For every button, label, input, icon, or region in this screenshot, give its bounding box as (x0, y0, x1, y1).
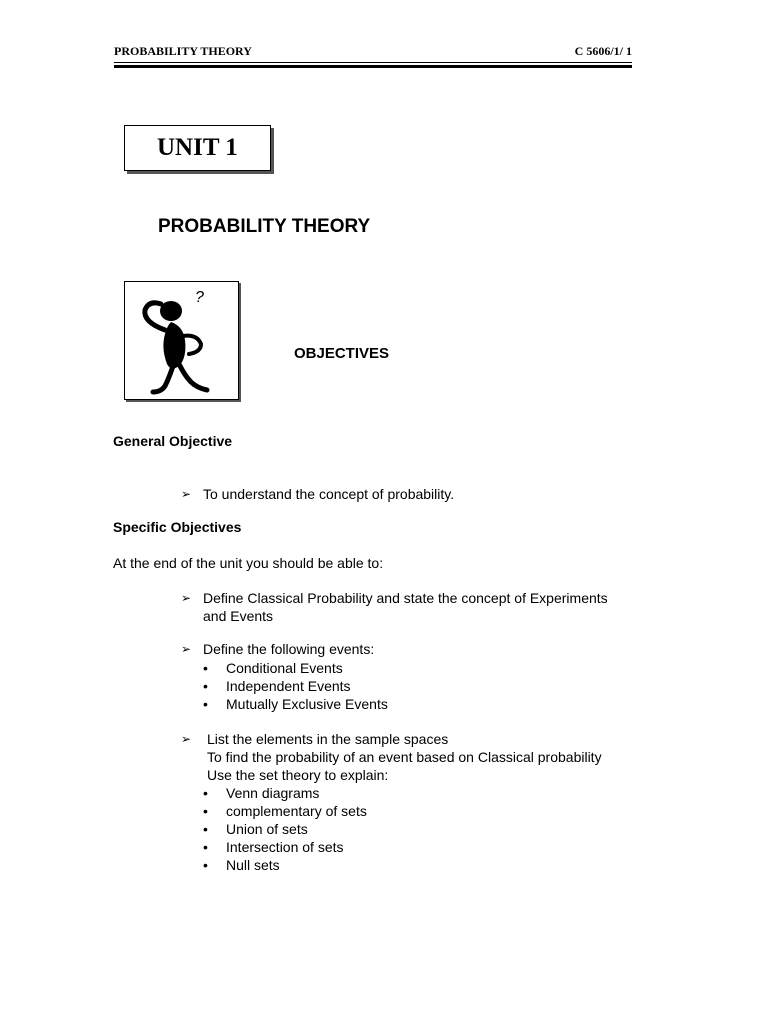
unit-title: PROBABILITY THEORY (158, 216, 371, 237)
header-rule-thick (114, 65, 632, 68)
header-title: PROBABILITY THEORY (114, 44, 252, 58)
list-item: Conditional Events (226, 660, 343, 676)
general-objective-heading: General Objective (113, 433, 233, 449)
bullet-icon: • (203, 821, 208, 837)
thinking-stick-figure-icon (125, 282, 238, 399)
specific-intro: At the end of the unit you should be able to: (113, 555, 384, 571)
illustration-frame (124, 281, 239, 400)
bullet-icon: • (203, 660, 208, 676)
list-item: Mutually Exclusive Events (226, 696, 388, 712)
bullet-icon: • (203, 839, 208, 855)
objective-2-line-1: Define the following events: (203, 641, 375, 657)
objective-3-line-3: Use the set theory to explain: (207, 767, 389, 783)
bullet-icon: • (203, 785, 208, 801)
arrow-bullet-icon: ➢ (181, 591, 192, 605)
question-mark: ? (195, 289, 204, 306)
bullet-icon: • (203, 857, 208, 873)
bullet-icon: • (203, 678, 208, 694)
specific-objectives-heading: Specific Objectives (113, 519, 242, 535)
list-item: Union of sets (226, 821, 308, 837)
list-item: Null sets (226, 857, 280, 873)
arrow-bullet-icon: ➢ (181, 487, 192, 501)
list-item: Independent Events (226, 678, 351, 694)
unit-label-box: UNIT 1 (124, 125, 271, 171)
objective-3-line-1: List the elements in the sample spaces (207, 731, 449, 747)
general-objective-item: To understand the concept of probability. (203, 486, 455, 502)
list-item: Intersection of sets (226, 839, 344, 855)
objective-3-line-2: To find the probability of an event based on Classical probability (207, 749, 602, 765)
arrow-bullet-icon: ➢ (181, 642, 192, 656)
bullet-icon: • (203, 803, 208, 819)
arrow-bullet-icon: ➢ (181, 732, 192, 746)
page-header (114, 44, 632, 60)
header-rule-thin (114, 62, 632, 63)
header-code: C 5606/1/ 1 (574, 44, 632, 58)
list-item: Venn diagrams (226, 785, 320, 801)
objective-1-line-1: Define Classical Probability and state the concept of Experiments (203, 590, 608, 606)
objectives-heading: OBJECTIVES (294, 345, 390, 362)
bullet-icon: • (203, 696, 208, 712)
objective-1-line-2: and Events (203, 608, 274, 624)
list-item: complementary of sets (226, 803, 367, 819)
